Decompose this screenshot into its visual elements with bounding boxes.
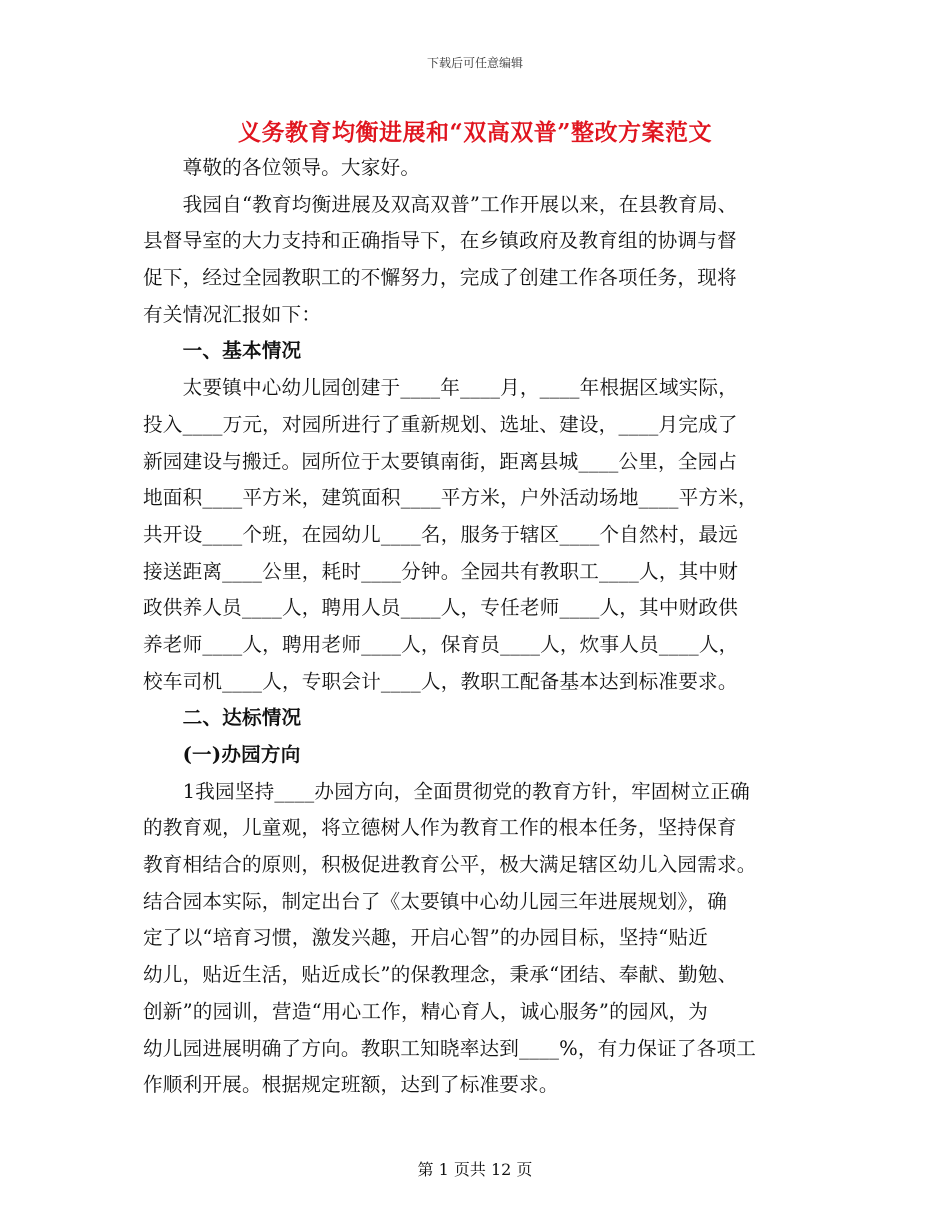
section-heading-standards: 二、达标情况 <box>143 706 302 730</box>
paragraph-line: 有关情况汇报如下： <box>143 302 322 326</box>
page-number: 第 1 页共 12 页 <box>417 1160 533 1179</box>
paragraph-line: 幼儿园进展明确了方向。教职工知晓率达到____%，有力保证了各项工 <box>143 1036 757 1060</box>
paragraph-line: 新园建设与搬迁。园所位于太要镇南街，距离县城____公里，全园占 <box>143 449 738 473</box>
paragraph-line: 共开设____个班，在园幼儿____名，服务于辖区____个自然村，最远 <box>143 522 739 546</box>
section-heading-basic: 一、基本情况 <box>143 339 302 363</box>
paragraph-line: 接送距离____公里，耗时____分钟。全园共有教职工____人，其中财 <box>143 559 739 583</box>
document-body <box>143 150 808 1104</box>
header-note: 下载后可任意编辑 <box>426 56 523 70</box>
document-title: 义务教育均衡进展和“双高双普”整改方案范文 <box>238 119 712 146</box>
paragraph-line: 养老师____人，聘用老师____人，保育员____人，炊事人员____人， <box>143 632 739 656</box>
paragraph-line: 县督导室的大力支持和正确指导下，在乡镇政府及教育组的协调与督 <box>143 229 737 253</box>
paragraph-line: 我园自“教育均衡进展及双高双普”工作开展以来，在县教育局、 <box>143 192 738 216</box>
paragraph-line: 的教育观，儿童观，将立德树人作为教育工作的根本任务，坚持保育 <box>143 816 737 840</box>
paragraph-line: 促下，经过全园教职工的不懈努力，完成了创建工作各项任务，现将 <box>143 266 737 290</box>
greeting-line: 尊敬的各位领导。大家好。 <box>143 156 421 179</box>
paragraph-line: 地面积____平方米，建筑面积____平方米，户外活动场地____平方米， <box>143 486 758 510</box>
paragraph-line: 创新”的园训，营造“用心工作，精心育人，诚心服务”的园风，为 <box>143 999 709 1023</box>
paragraph-line: 结合园本实际，制定出台了《太要镇中心幼儿园三年进展规划》，确 <box>143 889 728 913</box>
paragraph-line: 幼儿，贴近生活，贴近成长”的保教理念，秉承“团结、奉献、勤勉、 <box>143 963 738 987</box>
paragraph-line: 定了以“培育习惯，激发兴趣，开启心智”的办园目标，坚持“贴近 <box>143 926 709 950</box>
subsection-heading-direction: (一)办园方向 <box>143 743 301 766</box>
paragraph-line: 太要镇中心幼儿园创建于____年____月，____年根据区域实际， <box>143 376 739 400</box>
paragraph-line: 政供养人员____人，聘用人员____人，专任老师____人，其中财政供 <box>143 596 739 620</box>
paragraph-line: 教育相结合的原则，积极促进教育公平，极大满足辖区幼儿入园需求。 <box>143 853 757 877</box>
paragraph-line: 校车司机____人，专职会计____人，教职工配备基本达到标准要求。 <box>143 669 738 693</box>
paragraph-line: 作顺利开展。根据规定班额，达到了标准要求。 <box>143 1073 559 1097</box>
paragraph-line: 投入____万元，对园所进行了重新规划、选址、建设，____月完成了 <box>143 412 738 436</box>
paragraph-line: 1我园坚持____办园方向，全面贯彻党的教育方针，牢固树立正确 <box>143 779 750 803</box>
